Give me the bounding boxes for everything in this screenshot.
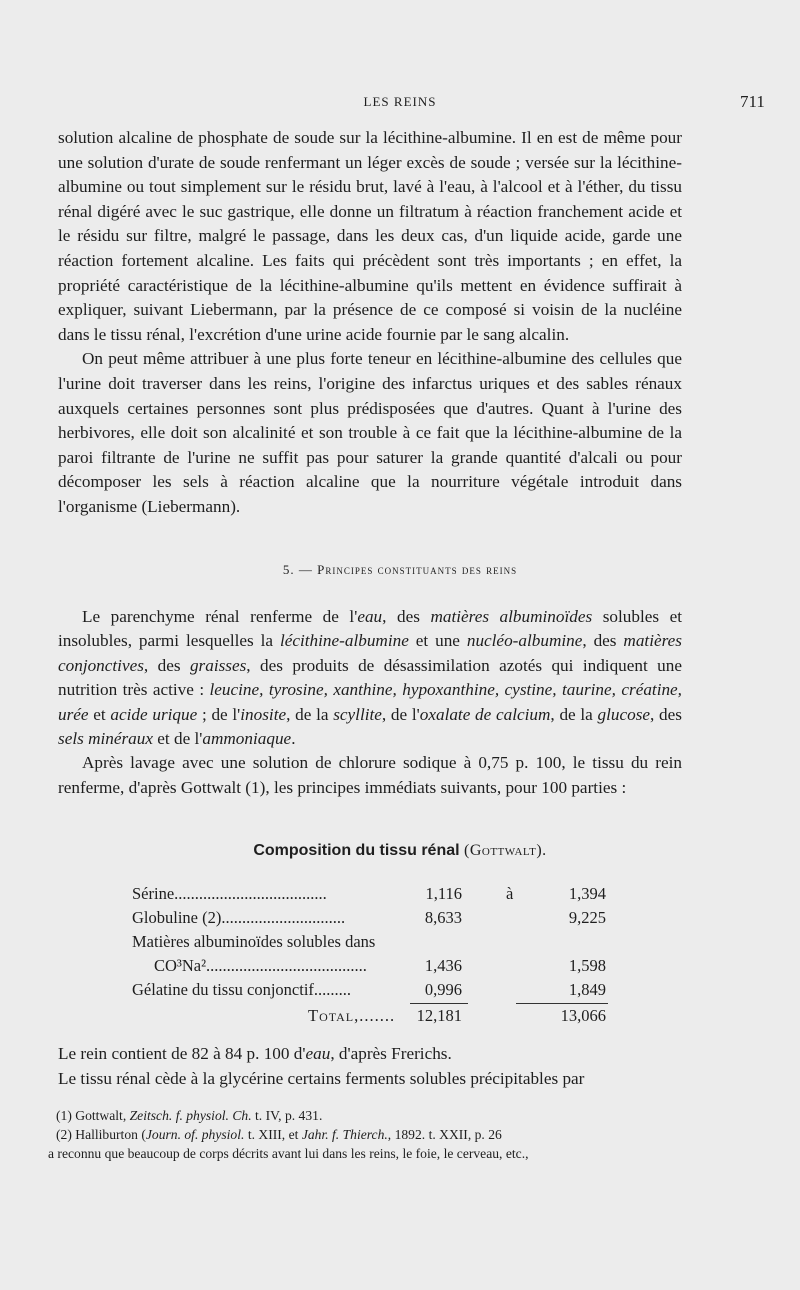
- paragraph-4: Après lavage avec une solution de chlorure sodique à 0,75 p. 100, le tissu du rein renferme, d'après Gottwalt (1), les principes immédiats suivants, pour 100 parties :: [58, 753, 682, 797]
- total-rule-left: [410, 1003, 468, 1004]
- page-number: 711: [740, 92, 765, 111]
- total-rule-right: [516, 1003, 608, 1004]
- section-heading: 5. — Principes constituants des reins: [282, 562, 518, 577]
- table-title-text: Composition du tissu rénal: [253, 842, 460, 859]
- table-row: Globuline (2).............................. 8,633 9,225: [132, 908, 606, 927]
- running-title: LES REINS: [363, 94, 437, 109]
- intro-text: [58, 126, 682, 520]
- paragraph-2: On peut même attribuer à une plus forte teneur en lécithine-albumine des cellules que l'urine doit traverser dans les reins, l'origine des infarctus uriques et des sables rénaux auxquels certaines personnes sont plus prédisposées que d'autres. Quant à l'urine des herbivores, elle doit son alcalinité et son trouble à ce fait que la lécithine-albumine de la paroi filtrante de l'urine ne suffit pas pour saturer la grande quantité d'alcali ou pour décomposer les sels à réaction alcaline que la nourriture végétale introduit dans l'organisme (Liebermann).: [58, 349, 682, 516]
- after-table-text: [58, 1042, 682, 1091]
- page-header: [0, 94, 800, 114]
- paragraph-3: Le parenchyme rénal renferme de l'eau, des matières albuminoïdes solubles et insolubles, parmi lesquelles la lécithine-albumine et une nucléo-albumine, des matières conjonctives, des graisses, des produits de désassimilation azotés qui indiquent une nutrition très active : leucine, tyrosine, xanthine, hypoxanthine, cystine, taurine, créatine, urée et acide urique ; de l'inosite, de la scyllite, de l'oxalate de calcium, de la glucose, des sels minéraux et de l'ammoniaque.: [58, 607, 683, 749]
- footnotes: [48, 1106, 686, 1163]
- table-row: Sérine..................................... 1,116 à 1,394: [132, 884, 606, 903]
- footnote-2-continuation: a reconnu que beaucoup de corps décrits avant lui dans les reins, le foie, le cerveau, etc.,: [48, 1146, 529, 1161]
- table-title: [0, 842, 800, 860]
- table-author: (Gottwalt).: [464, 842, 547, 859]
- paragraph-5: Le rein contient de 82 à 84 p. 100 d'eau, d'après Frerichs.: [58, 1044, 452, 1063]
- table-row: Gélatine du tissu conjonctif......... 0,996 1,849: [132, 980, 606, 999]
- paragraph-6: Le tissu rénal cède à la glycérine certains ferments solubles précipitables par: [58, 1068, 585, 1088]
- table-row: CO³Na²....................................... 1,436 1,598: [154, 956, 606, 975]
- paragraph-1: solution alcaline de phosphate de soude sur la lécithine-albumine. Il en est de même pour une solution d'urate de soude renfermant un léger excès de soude ; versée sur la lécithine-albumine ou tout simplement sur le résidu brut, lavé à l'eau, à l'alcool et à l'éther, du tissu rénal digéré avec le suc gastrique, elle donne un filtratum à réaction franchement acide et le résidu sur filtre, malgré le passage, dans les deux cas, d'un liquide acide, garde une réaction fortement alcaline. Les faits qui précèdent sont très importants ; en effet, la propriété caractéristique de la lécithine-albumine qu'ils mettent en évidence suffirait à expliquer, suivant Liebermann, par la présence de ce composé si voisin de la nucléine dans le tissu rénal, l'excrétion d'une urine acide fournie par le sang alcalin.: [58, 128, 682, 344]
- table-total-row: Total,....... 12,181 13,066: [308, 1006, 606, 1025]
- footnote-1: (1) Gottwalt, Zeitsch. f. physiol. Ch. t. IV, p. 431.: [56, 1108, 323, 1123]
- table-row: Matières albuminoïdes solubles dans: [132, 932, 376, 951]
- section-text: [58, 605, 682, 800]
- footnote-2: (2) Halliburton (Journ. of. physiol. t. XIII, et Jahr. f. Thierch., 1892. t. XXII, p. 26: [56, 1127, 502, 1142]
